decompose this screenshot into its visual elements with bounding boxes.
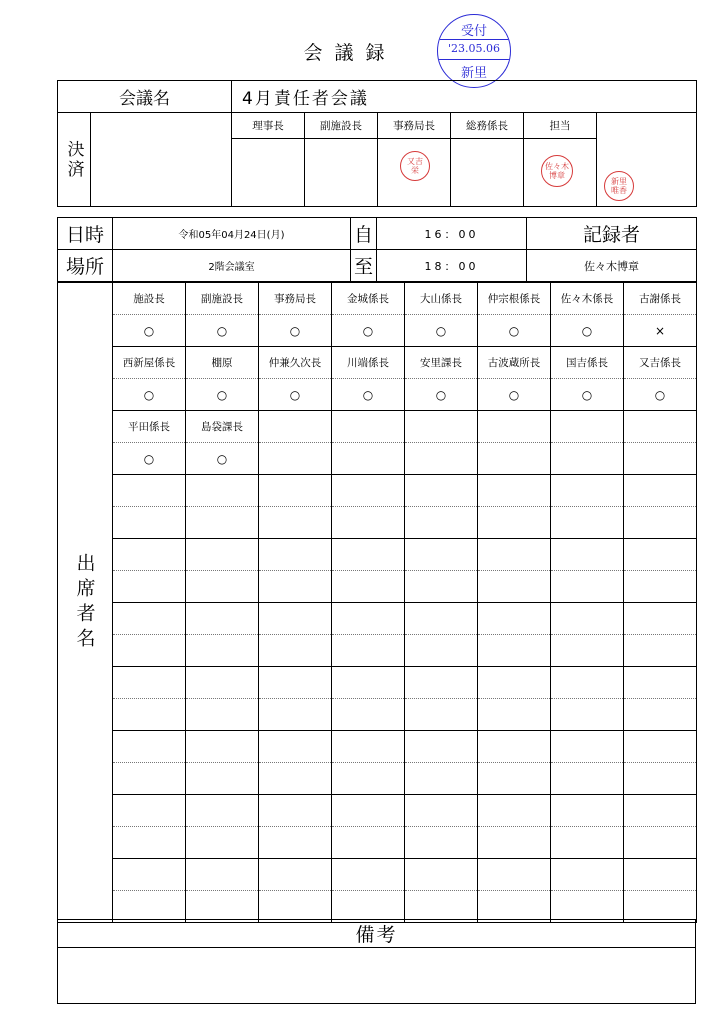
empty-cell xyxy=(186,475,259,507)
empty-cell xyxy=(186,763,259,795)
empty-cell xyxy=(113,699,186,731)
empty-cell xyxy=(405,827,478,859)
empty-cell xyxy=(478,795,551,827)
attendance-mark: ○ xyxy=(113,315,186,347)
empty-cell xyxy=(551,507,624,539)
receipt-stamp-name: 新里 xyxy=(460,66,487,81)
empty-cell xyxy=(332,571,405,603)
meeting-place: 2階会議室 xyxy=(113,250,351,282)
attendee-mark-row xyxy=(58,763,697,795)
empty-cell xyxy=(405,507,478,539)
meeting-name-value: 4月責任者会議 xyxy=(232,81,697,113)
empty-cell xyxy=(405,635,478,667)
empty-cell xyxy=(624,763,697,795)
attendee-mark-row xyxy=(58,699,697,731)
attendee-name-row xyxy=(58,603,697,635)
attendee-name: 安里課長 xyxy=(405,347,478,379)
attendee-mark-row xyxy=(58,315,697,347)
empty-cell xyxy=(405,763,478,795)
empty-cell xyxy=(113,859,186,891)
empty-cell xyxy=(551,891,624,923)
meeting-date: 令和05年04月24日(月) xyxy=(113,218,351,250)
attendance-mark: ○ xyxy=(186,315,259,347)
seal-cell-tanto xyxy=(524,139,597,207)
empty-cell xyxy=(478,475,551,507)
attendee-name: 西新屋係長 xyxy=(113,347,186,379)
empty-cell xyxy=(113,731,186,763)
attendee-name: 平田係長 xyxy=(113,411,186,443)
attendance-mark: ○ xyxy=(478,379,551,411)
empty-cell xyxy=(332,731,405,763)
empty-cell xyxy=(551,667,624,699)
empty-cell xyxy=(259,539,332,571)
attendee-name: 佐々木係長 xyxy=(551,283,624,315)
empty-cell xyxy=(259,603,332,635)
attendee-name-row xyxy=(58,411,697,443)
remarks-body xyxy=(58,948,696,1004)
empty-cell xyxy=(259,795,332,827)
empty-cell xyxy=(186,571,259,603)
end-time: 18：00 xyxy=(377,250,527,282)
empty-cell xyxy=(624,891,697,923)
empty-cell xyxy=(113,507,186,539)
empty-cell xyxy=(259,507,332,539)
empty-cell xyxy=(405,603,478,635)
attendee-name: 古謝係長 xyxy=(624,283,697,315)
start-time: 16：00 xyxy=(377,218,527,250)
empty-cell xyxy=(113,539,186,571)
attendee-mark-row xyxy=(58,891,697,923)
attendee-name-row xyxy=(58,859,697,891)
empty-cell xyxy=(551,571,624,603)
empty-cell xyxy=(478,859,551,891)
empty-cell xyxy=(186,635,259,667)
to-label: 至 xyxy=(351,250,377,282)
empty-cell xyxy=(551,827,624,859)
empty-cell xyxy=(405,699,478,731)
attendee-name-row xyxy=(58,667,697,699)
attendee-name-row xyxy=(58,283,697,315)
attendance-mark xyxy=(551,443,624,475)
empty-cell xyxy=(186,891,259,923)
attendee-name xyxy=(551,411,624,443)
attendee-name: 仲宗根係長 xyxy=(478,283,551,315)
attendee-name: 国吉係長 xyxy=(551,347,624,379)
attendance-mark xyxy=(478,443,551,475)
seal-cell-jimukyokucho xyxy=(378,139,451,207)
empty-cell xyxy=(624,571,697,603)
empty-cell xyxy=(186,507,259,539)
empty-cell xyxy=(478,635,551,667)
attendance-label: 出席者名 xyxy=(58,283,113,923)
role-jimukyokucho: 事務局長 xyxy=(378,113,451,139)
empty-cell xyxy=(551,795,624,827)
empty-cell xyxy=(332,475,405,507)
role-rijicho: 理事長 xyxy=(232,113,305,139)
attendee-name: 島袋課長 xyxy=(186,411,259,443)
attendee-name: 事務局長 xyxy=(259,283,332,315)
empty-cell xyxy=(624,507,697,539)
empty-cell xyxy=(259,475,332,507)
empty-cell xyxy=(478,699,551,731)
empty-cell xyxy=(624,731,697,763)
datetime-label: 日時 xyxy=(58,218,113,250)
seal-cell-fukushisetsucho xyxy=(305,139,378,207)
empty-cell xyxy=(624,667,697,699)
attendance-mark: ○ xyxy=(259,379,332,411)
attendance-mark: ○ xyxy=(259,315,332,347)
empty-cell xyxy=(332,699,405,731)
attendee-name xyxy=(259,411,332,443)
empty-cell xyxy=(624,699,697,731)
empty-cell xyxy=(186,859,259,891)
attendee-mark-row xyxy=(58,379,697,411)
empty-cell xyxy=(624,475,697,507)
attendance-mark: ○ xyxy=(551,315,624,347)
empty-cell xyxy=(332,507,405,539)
empty-cell xyxy=(478,891,551,923)
empty-cell xyxy=(113,891,186,923)
empty-cell xyxy=(624,859,697,891)
empty-cell xyxy=(624,539,697,571)
empty-cell xyxy=(478,731,551,763)
empty-cell xyxy=(551,603,624,635)
attendance-mark: ○ xyxy=(551,379,624,411)
empty-cell xyxy=(405,667,478,699)
attendee-name: 施設長 xyxy=(113,283,186,315)
attendee-name-row xyxy=(58,795,697,827)
attendance-mark: ○ xyxy=(478,315,551,347)
attendee-name-row xyxy=(58,475,697,507)
empty-cell xyxy=(113,827,186,859)
attendee-name: 仲兼久次長 xyxy=(259,347,332,379)
attendee-name xyxy=(332,411,405,443)
attendance-mark: × xyxy=(624,315,697,347)
attendee-name: 川端係長 xyxy=(332,347,405,379)
empty-cell xyxy=(332,891,405,923)
attendee-name-row xyxy=(58,731,697,763)
empty-cell xyxy=(186,731,259,763)
attendance-mark: ○ xyxy=(332,379,405,411)
attendance-mark xyxy=(332,443,405,475)
attendance-mark xyxy=(624,443,697,475)
empty-cell xyxy=(259,667,332,699)
empty-cell xyxy=(551,475,624,507)
attendee-name: 棚原 xyxy=(186,347,259,379)
remarks-label: 備考 xyxy=(58,920,696,948)
page-title: 会議録 xyxy=(303,42,397,64)
attendance-mark: ○ xyxy=(405,315,478,347)
empty-cell xyxy=(478,667,551,699)
empty-cell xyxy=(186,667,259,699)
extra-approval-cell xyxy=(597,113,697,207)
approval-label: 決済 xyxy=(58,113,91,207)
attendee-name-row xyxy=(58,347,697,379)
attendee-mark-row xyxy=(58,827,697,859)
seal-extra: 新里 唯香 xyxy=(604,171,634,201)
attendee-name: 古波蔵所長 xyxy=(478,347,551,379)
recorder-label: 記録者 xyxy=(527,218,697,250)
empty-cell xyxy=(259,699,332,731)
attendance-mark: ○ xyxy=(186,443,259,475)
empty-cell xyxy=(405,731,478,763)
empty-cell xyxy=(186,699,259,731)
empty-cell xyxy=(186,603,259,635)
seal-jimukyokucho: 又吉 栄 xyxy=(400,151,430,181)
empty-cell xyxy=(259,859,332,891)
empty-cell xyxy=(551,539,624,571)
attendance-mark: ○ xyxy=(332,315,405,347)
empty-cell xyxy=(259,731,332,763)
empty-cell xyxy=(478,603,551,635)
empty-cell xyxy=(405,539,478,571)
empty-cell xyxy=(405,795,478,827)
schedule-table xyxy=(57,217,697,282)
empty-cell xyxy=(478,571,551,603)
empty-cell xyxy=(332,539,405,571)
empty-cell xyxy=(478,539,551,571)
empty-cell xyxy=(113,603,186,635)
attendee-mark-row xyxy=(58,571,697,603)
seal-tanto: 佐々木 博章 xyxy=(541,155,573,187)
place-label: 場所 xyxy=(58,250,113,282)
attendance-table xyxy=(57,282,697,923)
empty-cell xyxy=(332,763,405,795)
empty-cell xyxy=(332,667,405,699)
approval-table xyxy=(57,80,697,207)
empty-cell xyxy=(551,699,624,731)
attendee-name-row xyxy=(58,539,697,571)
empty-cell xyxy=(186,539,259,571)
receipt-stamp-label: 受付 xyxy=(460,24,487,39)
empty-cell xyxy=(624,827,697,859)
attendance-mark: ○ xyxy=(624,379,697,411)
empty-cell xyxy=(332,859,405,891)
empty-cell xyxy=(405,571,478,603)
empty-cell xyxy=(405,891,478,923)
empty-cell xyxy=(332,795,405,827)
attendance-mark: ○ xyxy=(113,443,186,475)
empty-cell xyxy=(478,507,551,539)
empty-cell xyxy=(551,859,624,891)
recorder-name: 佐々木博章 xyxy=(527,250,697,282)
attendance-mark xyxy=(405,443,478,475)
empty-cell xyxy=(186,795,259,827)
remarks-table xyxy=(57,919,696,1004)
role-tanto: 担当 xyxy=(524,113,597,139)
attendee-name xyxy=(478,411,551,443)
empty-cell xyxy=(624,635,697,667)
seal-cell-somukakaricho xyxy=(451,139,524,207)
attendee-name xyxy=(624,411,697,443)
attendee-mark-row xyxy=(58,507,697,539)
empty-cell xyxy=(405,859,478,891)
empty-cell xyxy=(259,571,332,603)
empty-cell xyxy=(259,635,332,667)
empty-cell xyxy=(259,827,332,859)
empty-cell xyxy=(405,475,478,507)
empty-cell xyxy=(259,763,332,795)
attendance-mark: ○ xyxy=(186,379,259,411)
attendee-name: 副施設長 xyxy=(186,283,259,315)
attendance-mark xyxy=(259,443,332,475)
empty-cell xyxy=(113,635,186,667)
attendee-name: 又吉係長 xyxy=(624,347,697,379)
attendee-name xyxy=(405,411,478,443)
empty-cell xyxy=(478,827,551,859)
empty-cell xyxy=(113,763,186,795)
attendee-name: 金城係長 xyxy=(332,283,405,315)
empty-cell xyxy=(551,731,624,763)
seal-cell-rijicho xyxy=(232,139,305,207)
empty-cell xyxy=(186,827,259,859)
attendance-mark: ○ xyxy=(405,379,478,411)
role-somukakaricho: 総務係長 xyxy=(451,113,524,139)
empty-cell xyxy=(551,763,624,795)
empty-cell xyxy=(624,795,697,827)
empty-cell xyxy=(332,827,405,859)
meeting-name-label: 会議名 xyxy=(58,81,232,113)
empty-cell xyxy=(113,795,186,827)
empty-cell xyxy=(113,667,186,699)
empty-cell xyxy=(332,635,405,667)
empty-cell xyxy=(478,763,551,795)
attendee-name: 大山係長 xyxy=(405,283,478,315)
from-label: 自 xyxy=(351,218,377,250)
approval-blank xyxy=(91,113,232,207)
attendee-mark-row xyxy=(58,635,697,667)
attendance-mark: ○ xyxy=(113,379,186,411)
empty-cell xyxy=(551,635,624,667)
empty-cell xyxy=(624,603,697,635)
empty-cell xyxy=(113,571,186,603)
empty-cell xyxy=(332,603,405,635)
attendee-mark-row xyxy=(58,443,697,475)
role-fukushisetsucho: 副施設長 xyxy=(305,113,378,139)
receipt-stamp xyxy=(437,14,511,88)
receipt-stamp-date: '23.05.06 xyxy=(447,42,500,55)
empty-cell xyxy=(113,475,186,507)
empty-cell xyxy=(259,891,332,923)
